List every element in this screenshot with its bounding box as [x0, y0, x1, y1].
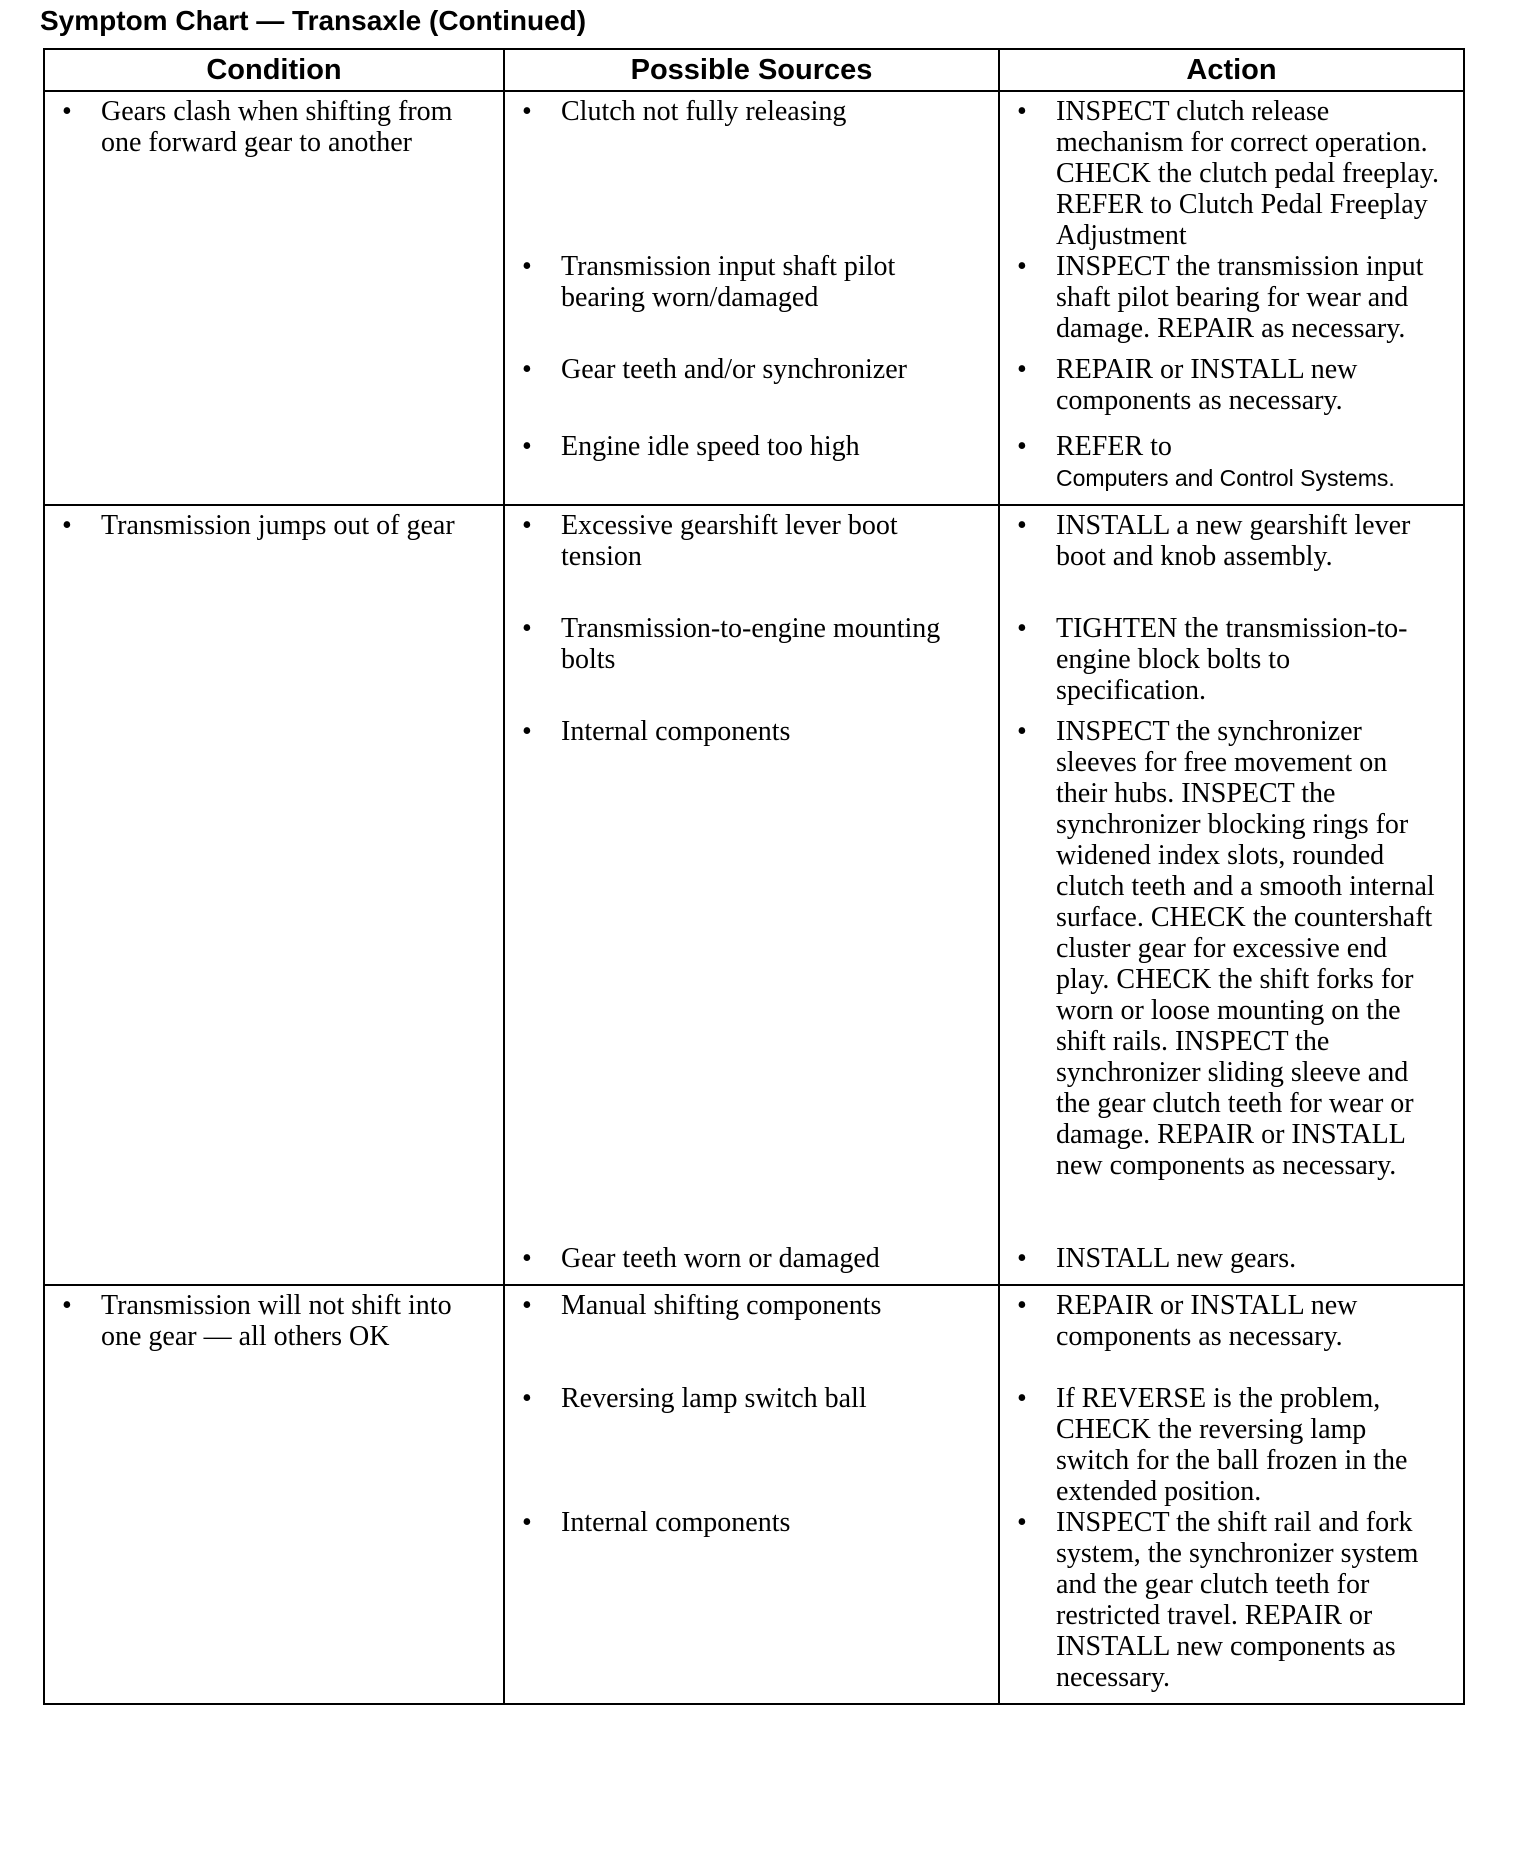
condition-text: • Transmission will not shift into one gear — all others OK [59, 1290, 483, 1352]
action-item: • If REVERSE is the problem, CHECK the reversing lamp switch for the ball frozen in the extended position. [1014, 1383, 1443, 1507]
table-row [44, 91, 1464, 505]
symptom-table [43, 48, 1465, 1705]
source-item: • Gear teeth and/or synchronizer [519, 354, 978, 431]
action-item: • INSPECT clutch release mechanism for correct operation. CHECK the clutch pedal freeplay. REFER to Clutch Pedal Freeplay Adjustment [1014, 96, 1443, 251]
source-item: • Engine idle speed too high [519, 431, 978, 462]
action-text: REFER to [1056, 431, 1172, 462]
page-title: Symptom Chart — Transaxle (Continued) [40, 5, 587, 36]
action-item: • REPAIR or INSTALL new components as necessary. [1014, 1290, 1443, 1383]
header-condition: Condition [44, 49, 504, 91]
source-item: • Transmission input shaft pilot bearing worn/damaged [519, 251, 978, 354]
sources-cell [504, 505, 999, 1285]
source-item: • Transmission-to-engine mounting bolts [519, 613, 978, 716]
sources-cell [504, 91, 999, 505]
action-item: • TIGHTEN the transmission-to-engine block bolts to specification. [1014, 613, 1443, 716]
source-item: • Excessive gearshift lever boot tension [519, 510, 978, 613]
action-item: • REPAIR or INSTALL new components as necessary. [1014, 354, 1443, 431]
source-item: • Internal components [519, 716, 978, 1243]
sources-cell [504, 1285, 999, 1704]
action-item: • INSPECT the shift rail and fork system, the synchronizer system and the gear clutch teeth for restricted travel. REPAIR or INSTALL new components as necessary. [1014, 1507, 1443, 1693]
table-header-row [44, 49, 1464, 91]
condition-cell [44, 91, 504, 505]
reference-link-text: Computers and Control Systems. [1056, 465, 1395, 491]
action-cell [999, 1285, 1464, 1704]
source-item: • Clutch not fully releasing [519, 96, 978, 251]
header-possible-sources: Possible Sources [504, 49, 999, 91]
condition-text: • Gears clash when shifting from one forward gear to another [59, 96, 483, 158]
condition-cell [44, 1285, 504, 1704]
action-cell [999, 91, 1464, 505]
source-item: • Reversing lamp switch ball [519, 1383, 978, 1507]
action-item: • INSPECT the synchronizer sleeves for free movement on their hubs. INSPECT the synchronizer blocking rings for widened index slots, rounded clutch teeth and a smooth internal surface. CHECK the countershaft cluster gear for excessive end play. CHECK the shift forks for worn or loose mounting on the shift rails. INSPECT the synchronizer sliding sleeve and the gear clutch teeth for wear or damage. REPAIR or INSTALL new components as necessary. [1014, 716, 1443, 1243]
condition-cell [44, 505, 504, 1285]
source-item: • Internal components [519, 1507, 978, 1538]
source-item: • Gear teeth worn or damaged [519, 1243, 978, 1274]
table-row [44, 505, 1464, 1285]
action-item: • INSTALL a new gearshift lever boot and knob assembly. [1014, 510, 1443, 613]
source-item: • Manual shifting components [519, 1290, 978, 1383]
action-cell [999, 505, 1464, 1285]
action-item: • INSPECT the transmission input shaft pilot bearing for wear and damage. REPAIR as necessary. [1014, 251, 1443, 354]
condition-text: • Transmission jumps out of gear [59, 510, 483, 541]
action-item: • INSTALL new gears. [1014, 1243, 1443, 1274]
action-item [1014, 431, 1443, 494]
table-row [44, 1285, 1464, 1704]
header-action: Action [999, 49, 1464, 91]
